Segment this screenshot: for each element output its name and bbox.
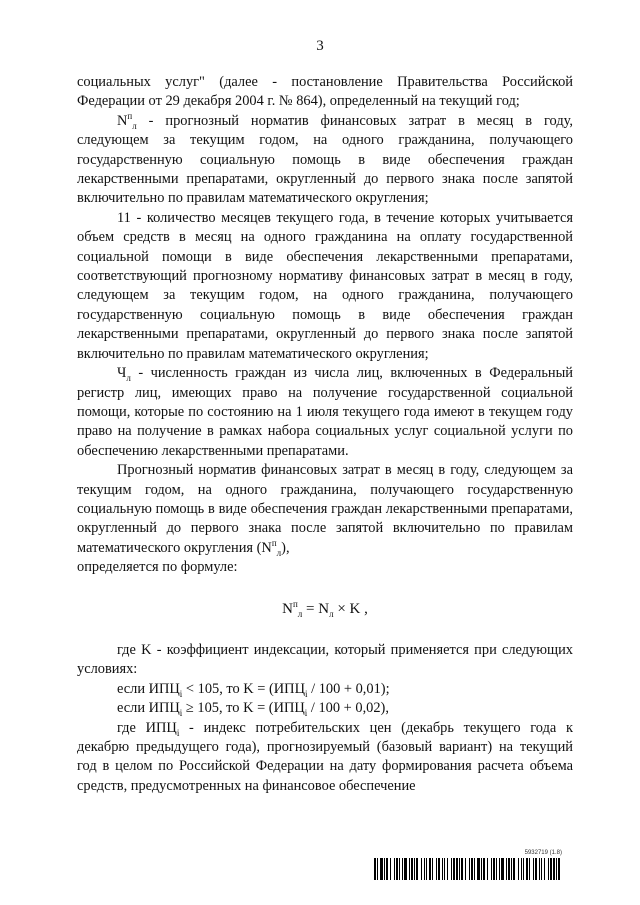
condition-2-b-sub: i xyxy=(304,708,308,719)
formula xyxy=(77,600,573,619)
paragraph-6: где K - коэффициент индексации, который применяется при следующих условиях: xyxy=(77,641,573,678)
paragraph-4 xyxy=(77,364,573,461)
paragraph-1: социальных услуг" (далее - постановление Правительства Российской Федерации от 29 декабря 2004 г. № 864), определенный на текущий год; xyxy=(77,74,573,110)
symbol-ch-sub: л xyxy=(126,372,131,383)
symbol-n-sub: л xyxy=(132,120,137,131)
formula-lhs-sub: л xyxy=(297,608,303,619)
formula-tail: × K , xyxy=(333,600,368,617)
paragraph-2 xyxy=(77,112,573,209)
paragraph-4-text: - численность граждан из числа лиц, включенных в Федеральный регистр лиц, имеющих право на получение государственной социальной помощи, которые по состоянию на 1 июля текущего года имеют в текущем году право на получение в рамках набора социальных услуг социальной услуги по обеспечению лекарственными препаратами. xyxy=(77,365,573,459)
symbol-n-sub: л xyxy=(276,547,282,558)
formula-lhs-sup: п xyxy=(292,598,298,609)
paragraph-5-line2: определяется по формуле: xyxy=(77,559,238,576)
condition-1 xyxy=(77,680,573,699)
paragraph-7-a: где ИПЦ xyxy=(117,719,177,736)
barcode-stripe xyxy=(558,858,560,880)
symbol-n-sup: п xyxy=(127,111,133,122)
symbol-n: N xyxy=(117,112,128,129)
barcode-number: 5932719 (1.8) xyxy=(524,850,562,856)
condition-1-b: < 105, то K = (ИПЦ xyxy=(182,680,305,697)
condition-1-c: / 100 + 0,01); xyxy=(307,680,390,697)
paragraph-7-a-sub: i xyxy=(176,727,180,738)
symbol-ch: Ч xyxy=(117,365,127,382)
page-number: 3 xyxy=(316,38,324,54)
paragraph-5-text: Прогнозный норматив финансовых затрат в месяц в году, следующем за текущим годом, на одного гражданина, получающего государственную социальную помощь в виде обеспечения граждан лекарственными препаратами, округленный до первого знака после запятой включительно по правилам математического округления ( xyxy=(77,462,573,556)
paragraph-5 xyxy=(77,461,573,558)
formula-lhs: N xyxy=(282,600,293,617)
condition-2-a: если ИПЦ xyxy=(117,700,180,717)
formula-eq: = xyxy=(302,600,319,617)
symbol-n-sup: п xyxy=(271,537,277,548)
condition-2 xyxy=(77,699,573,718)
condition-1-a-sub: i xyxy=(179,688,183,699)
document-body xyxy=(77,73,573,796)
paragraph-5-end: ), xyxy=(281,539,290,556)
condition-1-b-sub: i xyxy=(304,688,308,699)
condition-2-b: ≥ 105, то K = (ИПЦ xyxy=(182,700,305,717)
condition-2-c: / 100 + 0,02), xyxy=(307,700,389,717)
barcode-icon xyxy=(374,858,564,880)
condition-2-a-sub: i xyxy=(179,708,183,719)
paragraph-7 xyxy=(77,719,573,797)
paragraph-3: 11 - количество месяцев текущего года, в течение которых учитывается объем средств в месяц на одного гражданина на оплату государственной социальной помощи в виде обеспечения лекарственными препаратами, соответствующий прогнозному нормативу финансовых затрат в месяц в году, следующем за текущим годом, на одного гражданина, получающего государственную социальную помощь в виде обеспечения граждан лекарственными препаратами, округленный до первого знака после запятой включительно по правилам математического округления; xyxy=(77,209,573,362)
formula-rhs: N xyxy=(318,600,330,617)
condition-1-a: если ИПЦ xyxy=(117,680,180,697)
paragraph-7-b: - индекс потребительских цен (декабрь текущего года к декабрю предыдущего года), прогнозируемый (базовый вариант) на текущий год в целом по Российской Федерации на дату формирования расчета объема средств, предусмотренных на финансовое обеспечение xyxy=(77,719,573,794)
symbol-n: N xyxy=(261,539,272,556)
formula-rhs-sub: л xyxy=(329,608,334,619)
paragraph-2-text: - прогнозный норматив финансовых затрат в месяц в году, следующем за текущим годом, на одного гражданина, получающего государственную социальную помощь в виде обеспечения граждан лекарственными препаратами, округленный до первого знака после запятой включительно по правилам математического округления; xyxy=(77,112,573,207)
